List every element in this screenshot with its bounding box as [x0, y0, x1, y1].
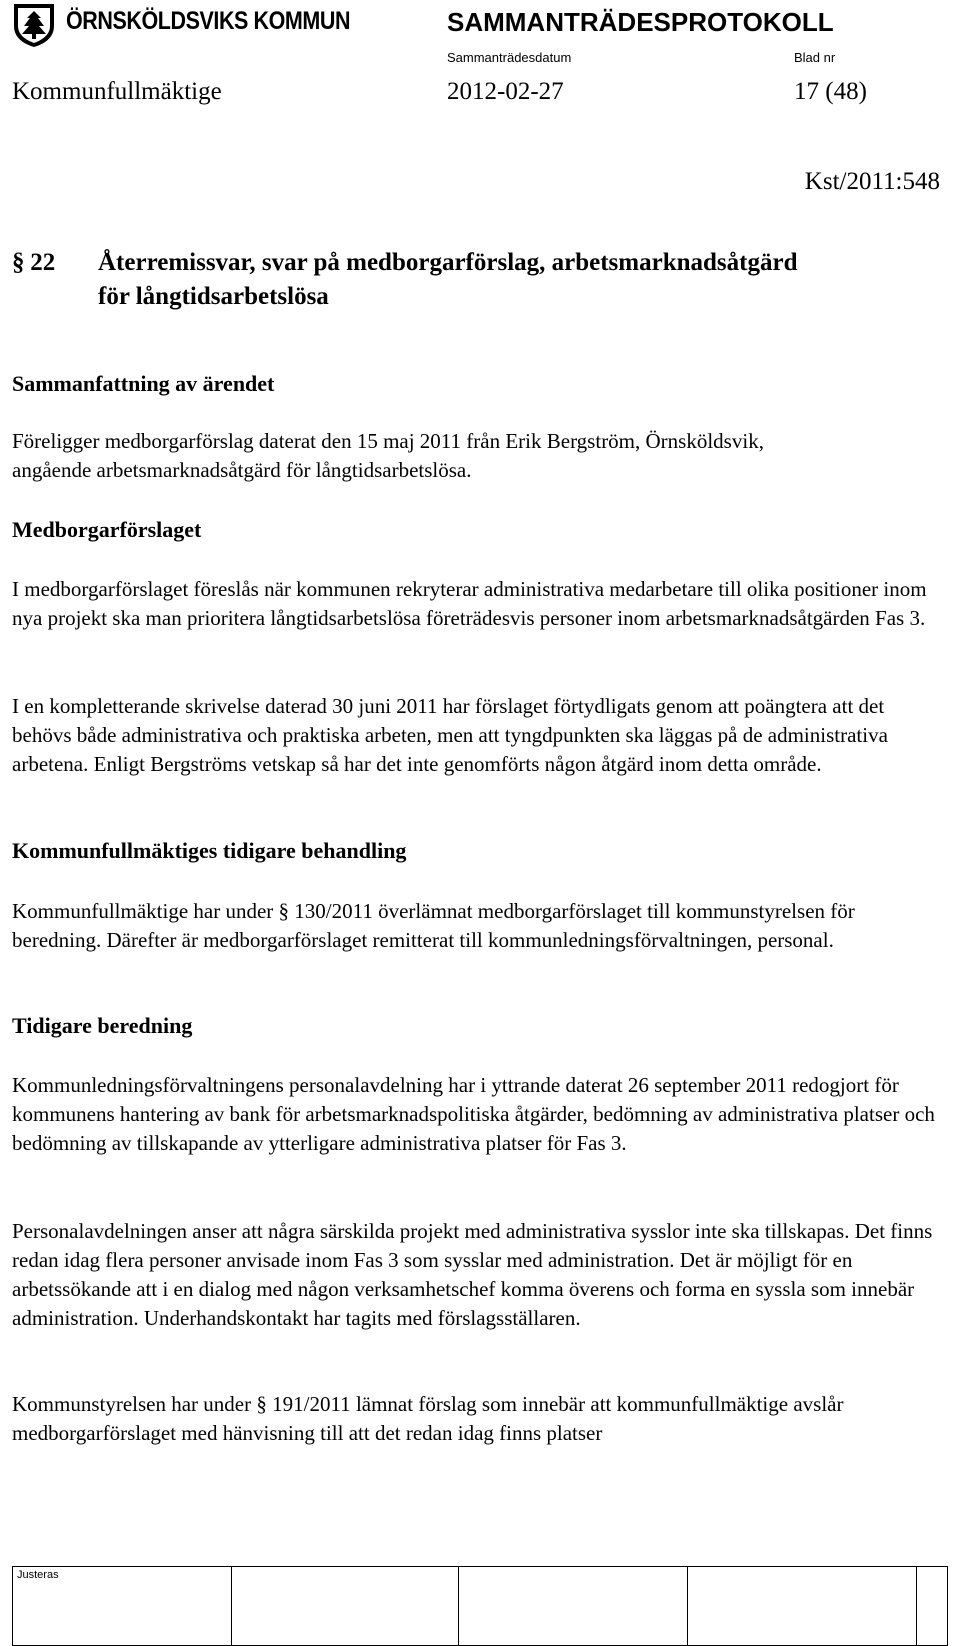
item-heading [12, 246, 797, 314]
section-sign-icon: § [256, 1392, 267, 1416]
meeting-date-label: Sammanträdesdatum [447, 50, 572, 65]
prior-handling-text: Kommunfullmäktige har under § 130/2011 överlämnat medborgarförslaget till kommunstyrelsen för beredning. Därefter är medborgarförslaget remitterat till kommunledningsförvaltningen, personal. [12, 899, 855, 952]
organization-name: ÖRNSKÖLDSVIKS KOMMUN [66, 7, 351, 35]
document-type-title: SAMMANTRÄDESPROTOKOLL [447, 7, 834, 37]
proposal-paragraph-2: I en kompletterande skrivelse daterad 30 juni 2011 har förslaget förtydligats genom att poängtera att det behövs både administrativa och praktiska arbeten, men att tyngdpunkten ska läggas på de administrativa arbetena. Enligt Bergströms vetskap så har det inte genomförts någon åtgärd inom detta område. [12, 694, 888, 776]
signature-cell-3 [688, 1567, 917, 1646]
prior-handling-heading: Kommunfullmäktiges tidigare behandling [12, 838, 407, 863]
signature-cell-1 [232, 1567, 459, 1646]
section-sign-icon: § [278, 899, 290, 923]
preparation-paragraph-3: Kommunstyrelsen har under § 191/2011 lämnat förslag som innebär att kommunfullmäktige avslår medborgarförslaget med hänvisning till att det redan idag finns platser [12, 1392, 844, 1445]
meeting-date: 2012-02-27 [447, 78, 564, 105]
preparation-paragraph-2: Personalavdelningen anser att några särskilda projekt med administrativa sysslor inte ska tillskapas. Det finns redan idag flera personer anvisade inom Fas 3 som sysslar med administration. Det är möjligt för en arbetssökande att i en dialog med någon verksamhetschef komma överens och forma en syssla som innebär administration. Underhandskontakt har tagits med förslagsställaren. [12, 1219, 933, 1330]
proposal-paragraph-1: I medborgarförslaget föreslås när kommunen rekryterar administrativa medarbetare till olika positioner inom nya projekt ska man prioritera långtidsarbetslösa företrädesvis personer inom arbetsmarknadsåtgärden Fas 3. [12, 577, 927, 630]
municipal-crest-icon [12, 2, 56, 48]
justeras-cell [13, 1567, 232, 1646]
item-number: § 22 [12, 246, 98, 280]
prior-paragraph-ref: 130/2011 [294, 899, 373, 923]
case-reference: Kst/2011:548 [804, 168, 940, 195]
page-number-label: Blad nr [794, 50, 836, 65]
preparation-paragraph-1: Kommunledningsförvaltningens personalavdelning har i yttrande daterat 26 september 2011 redogjort för kommunens hantering av bank för arbetsmarknadspolitiska åtgärder, bedömning av administrativa platser och bedömning av tillskapande av ytterligare administrativa platser för Fas 3. [12, 1073, 935, 1155]
item-title-line1: Återremissvar, svar på medborgarförslag, arbetsmarknadsåtgärd [98, 249, 798, 276]
signature-cell-4 [917, 1567, 948, 1646]
justeras-label: Justeras [17, 1569, 59, 1581]
summary-text: Föreligger medborgarförslag daterat den 15 maj 2011 från Erik Bergström, Örnsköldsvik, angående arbetsmarknadsåtgärd för långtidsarbetslösa. [12, 429, 764, 482]
section-sign-icon: § [12, 249, 25, 276]
preparation-paragraph-ref: 191/2011 [272, 1392, 351, 1416]
signature-cell-2 [459, 1567, 688, 1646]
item-title-line2: för långtidsarbetslösa [98, 283, 329, 310]
governing-body: Kommunfullmäktige [12, 78, 222, 105]
municipal-crest-logo [12, 2, 56, 48]
signature-table [12, 1566, 948, 1646]
proposal-heading: Medborgarförslaget [12, 517, 202, 542]
preparation-heading: Tidigare beredning [12, 1013, 193, 1038]
page-number: 17 (48) [794, 78, 867, 105]
summary-heading: Sammanfattning av ärendet [12, 371, 275, 396]
